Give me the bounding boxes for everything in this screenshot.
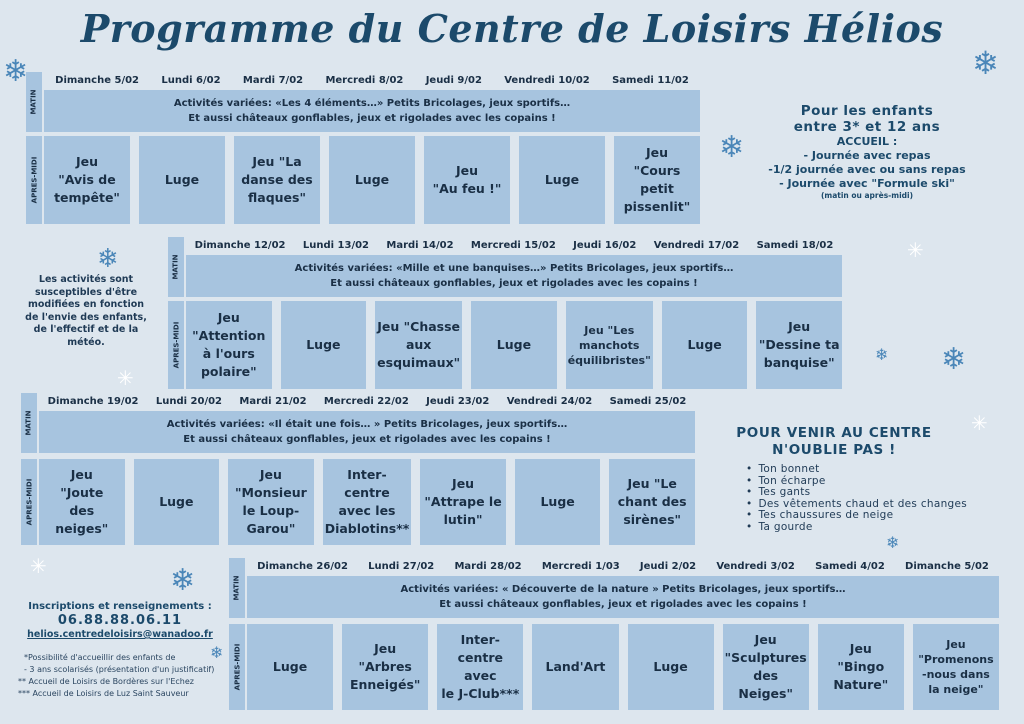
day-label: Mercredi 22/02 — [323, 395, 409, 407]
contact-label: Inscriptions et renseignements : — [28, 601, 212, 612]
day-label: Mardi 21/02 — [239, 395, 307, 407]
activity-cell: Jeu "Au feu !" — [424, 136, 510, 224]
matin-activities: Activités variées: «Mille et une banquises…» Petits Bricolages, jeux sportifs… Et aussi châteaux gonflables, jeux et rigolades avec les copains ! — [186, 255, 842, 297]
day-label: Lundi 27/02 — [368, 560, 435, 572]
info-line: (matin ou après-midi) — [820, 191, 914, 200]
snowflake-icon: ❄ — [97, 244, 119, 274]
activity-cell: Jeu "Monsieur le Loup- Garou" — [228, 459, 314, 545]
matin-label: MATIN — [26, 72, 42, 132]
footnote: ** Accueil de Loisirs de Bordères sur l'Echez — [18, 677, 194, 686]
week-4 — [229, 558, 999, 710]
day-label: Jeudi 2/02 — [639, 560, 697, 572]
snowflake-icon: ❄ — [210, 643, 224, 662]
activity-cell: Jeu "Attention à l'ours polaire" — [186, 301, 272, 389]
activity-cell: Jeu "Les manchots équilibristes" — [566, 301, 653, 389]
contact-email[interactable]: helios.centredeloisirs@wanadoo.fr — [27, 629, 213, 640]
day-label: Mardi 14/02 — [386, 239, 454, 251]
snowflake-icon: ❄ — [719, 130, 745, 165]
day-label: Samedi 11/02 — [612, 74, 689, 86]
afternoon-activities — [44, 136, 700, 224]
activity-cell: Jeu "Avis de tempête" — [44, 136, 130, 224]
apres-midi-label: APRES-MIDI — [26, 136, 42, 224]
day-label: Samedi 18/02 — [756, 239, 834, 251]
snowflake-icon: ❄ — [3, 54, 29, 89]
snowflake-icon: ✳ — [971, 411, 988, 435]
activity-cell: Luge — [519, 136, 605, 224]
day-label: Dimanche 26/02 — [257, 560, 348, 572]
apres-midi-label: APRES-MIDI — [229, 624, 245, 710]
age-and-reception-info — [740, 103, 994, 201]
info-line: Pour les enfants — [800, 103, 934, 119]
activity-cell: Luge — [329, 136, 415, 224]
activity-cell: Luge — [471, 301, 557, 389]
day-label: Mercredi 8/02 — [325, 74, 404, 86]
activity-cell: Jeu "Joute des neiges" — [39, 459, 125, 545]
activity-cell: Jeu "La danse des flaques" — [234, 136, 320, 224]
footnotes — [18, 652, 233, 700]
day-label: Dimanche 12/02 — [194, 239, 286, 251]
contact-block — [14, 600, 226, 641]
activity-cell: Luge — [515, 459, 601, 545]
week-days — [39, 393, 695, 409]
activity-cell: Jeu "Chasse aux esquimaux" — [375, 301, 462, 389]
info-line: -1/2 journée avec ou sans repas — [768, 163, 966, 176]
week-days — [247, 558, 999, 574]
afternoon-activities — [186, 301, 842, 389]
remember-title: POUR VENIR AU CENTRE N'OUBLIE PAS ! — [736, 425, 932, 458]
list-item: • Tes chaussures de neige — [746, 510, 967, 522]
week-days — [186, 237, 842, 253]
matin-label: MATIN — [21, 393, 37, 453]
day-label: Jeudi 9/02 — [425, 74, 482, 86]
activity-cell: Land'Art — [532, 624, 618, 710]
day-label: Samedi 25/02 — [609, 395, 687, 407]
day-label: Dimanche 5/02 — [55, 74, 140, 86]
snowflake-icon: ✳ — [30, 554, 47, 578]
modification-note: Les activités sont susceptibles d'être modifiées en fonction de l'envie des enfants, de l'effectif et de la météo. — [25, 274, 147, 348]
activity-cell: Luge — [247, 624, 333, 710]
footnote: - 3 ans scolarisés (présentation d'un justificatif) — [24, 665, 215, 674]
activity-cell: Luge — [662, 301, 748, 389]
day-label: Vendredi 24/02 — [506, 395, 593, 407]
activity-cell: Jeu "Sculptures des Neiges" — [723, 624, 809, 710]
snowflake-icon: ❄ — [875, 345, 889, 364]
apres-midi-label: APRES-MIDI — [168, 301, 184, 389]
day-label: Vendredi 10/02 — [504, 74, 590, 86]
afternoon-activities — [39, 459, 695, 545]
day-label: Mercredi 15/02 — [470, 239, 556, 251]
activity-cell: Inter-centre avec les Diablotins** — [323, 459, 412, 545]
activity-cell: Jeu "Le chant des sirènes" — [609, 459, 695, 545]
apres-midi-label: APRES-MIDI — [21, 459, 37, 545]
day-label: Samedi 4/02 — [815, 560, 885, 572]
footnote: *Possibilité d'accueillir des enfants de — [24, 653, 176, 662]
day-label: Lundi 6/02 — [161, 74, 221, 86]
day-label: Dimanche 5/02 — [905, 560, 989, 572]
activity-cell: Jeu "Arbres Enneigés" — [342, 624, 428, 710]
snowflake-icon: ❄ — [941, 342, 967, 377]
activity-cell: Luge — [134, 459, 220, 545]
contact-phone[interactable]: 06.88.88.06.11 — [57, 613, 183, 628]
activity-cell: Jeu "Cours petit pissenlit" — [614, 136, 700, 224]
list-item: • Ton écharpe — [746, 476, 967, 488]
day-label: Mercredi 1/03 — [541, 560, 620, 572]
activity-cell: Luge — [281, 301, 367, 389]
day-label: Jeudi 23/02 — [426, 395, 490, 407]
afternoon-activities — [247, 624, 999, 710]
activity-cell: Inter- centre avec le J-Club*** — [437, 624, 523, 710]
list-item: • Tes gants — [746, 487, 967, 499]
list-item: • Ton bonnet — [746, 464, 967, 476]
snowflake-icon: ❄ — [170, 563, 196, 598]
matin-label: MATIN — [229, 558, 245, 618]
activity-cell: Jeu "Attrape le lutin" — [420, 459, 506, 545]
list-item: • Des vêtements chaud et des changes — [746, 499, 967, 511]
matin-activities: Activités variées: «Les 4 éléments…» Petits Bricolages, jeux sportifs… Et aussi châteaux gonflables, jeux et rigolades avec les copains ! — [44, 90, 700, 132]
matin-activities: Activités variées: « Découverte de la nature » Petits Bricolages, jeux sportifs… Et aussi châteaux gonflables, jeux et rigolades avec les copains ! — [247, 576, 999, 618]
week-days — [44, 72, 700, 88]
day-label: Lundi 13/02 — [302, 239, 370, 251]
day-label: Dimanche 19/02 — [47, 395, 139, 407]
day-label: Mardi 28/02 — [454, 560, 522, 572]
snowflake-icon: ❄ — [886, 533, 900, 552]
snowflake-icon: ❄ — [972, 44, 999, 82]
info-line: - Journée avec "Formule ski" — [779, 177, 955, 190]
week-1 — [26, 72, 700, 224]
week-2 — [168, 237, 842, 389]
activity-cell: Luge — [628, 624, 714, 710]
day-label: Lundi 20/02 — [155, 395, 223, 407]
day-label: Vendredi 17/02 — [653, 239, 740, 251]
footnote: *** Accueil de Loisirs de Luz Saint Sauveur — [18, 689, 189, 698]
list-item: • Ta gourde — [746, 522, 967, 534]
info-line: ACCUEIL : — [836, 135, 898, 148]
activity-cell: Jeu "Promenons -nous dans la neige" — [913, 624, 999, 710]
day-label: Jeudi 16/02 — [573, 239, 637, 251]
activity-cell: Jeu "Dessine ta banquise" — [756, 301, 842, 389]
info-line: - Journée avec repas — [803, 149, 931, 162]
day-label: Vendredi 3/02 — [716, 560, 795, 572]
snowflake-icon: ✳ — [907, 238, 924, 262]
matin-activities: Activités variées: «Il était une fois… » Petits Bricolages, jeux sportifs… Et aussi châteaux gonflables, jeux et rigolades avec les copains ! — [39, 411, 695, 453]
day-label: Mardi 7/02 — [242, 74, 304, 86]
matin-label: MATIN — [168, 237, 184, 297]
week-3 — [21, 393, 695, 545]
activity-cell: Jeu "Bingo Nature" — [818, 624, 904, 710]
remember-list — [746, 464, 967, 534]
info-line: entre 3* et 12 ans — [793, 119, 941, 135]
page-title: Programme du Centre de Loisirs Hélios — [80, 6, 944, 51]
snowflake-icon: ✳ — [117, 366, 134, 390]
activity-cell: Luge — [139, 136, 225, 224]
